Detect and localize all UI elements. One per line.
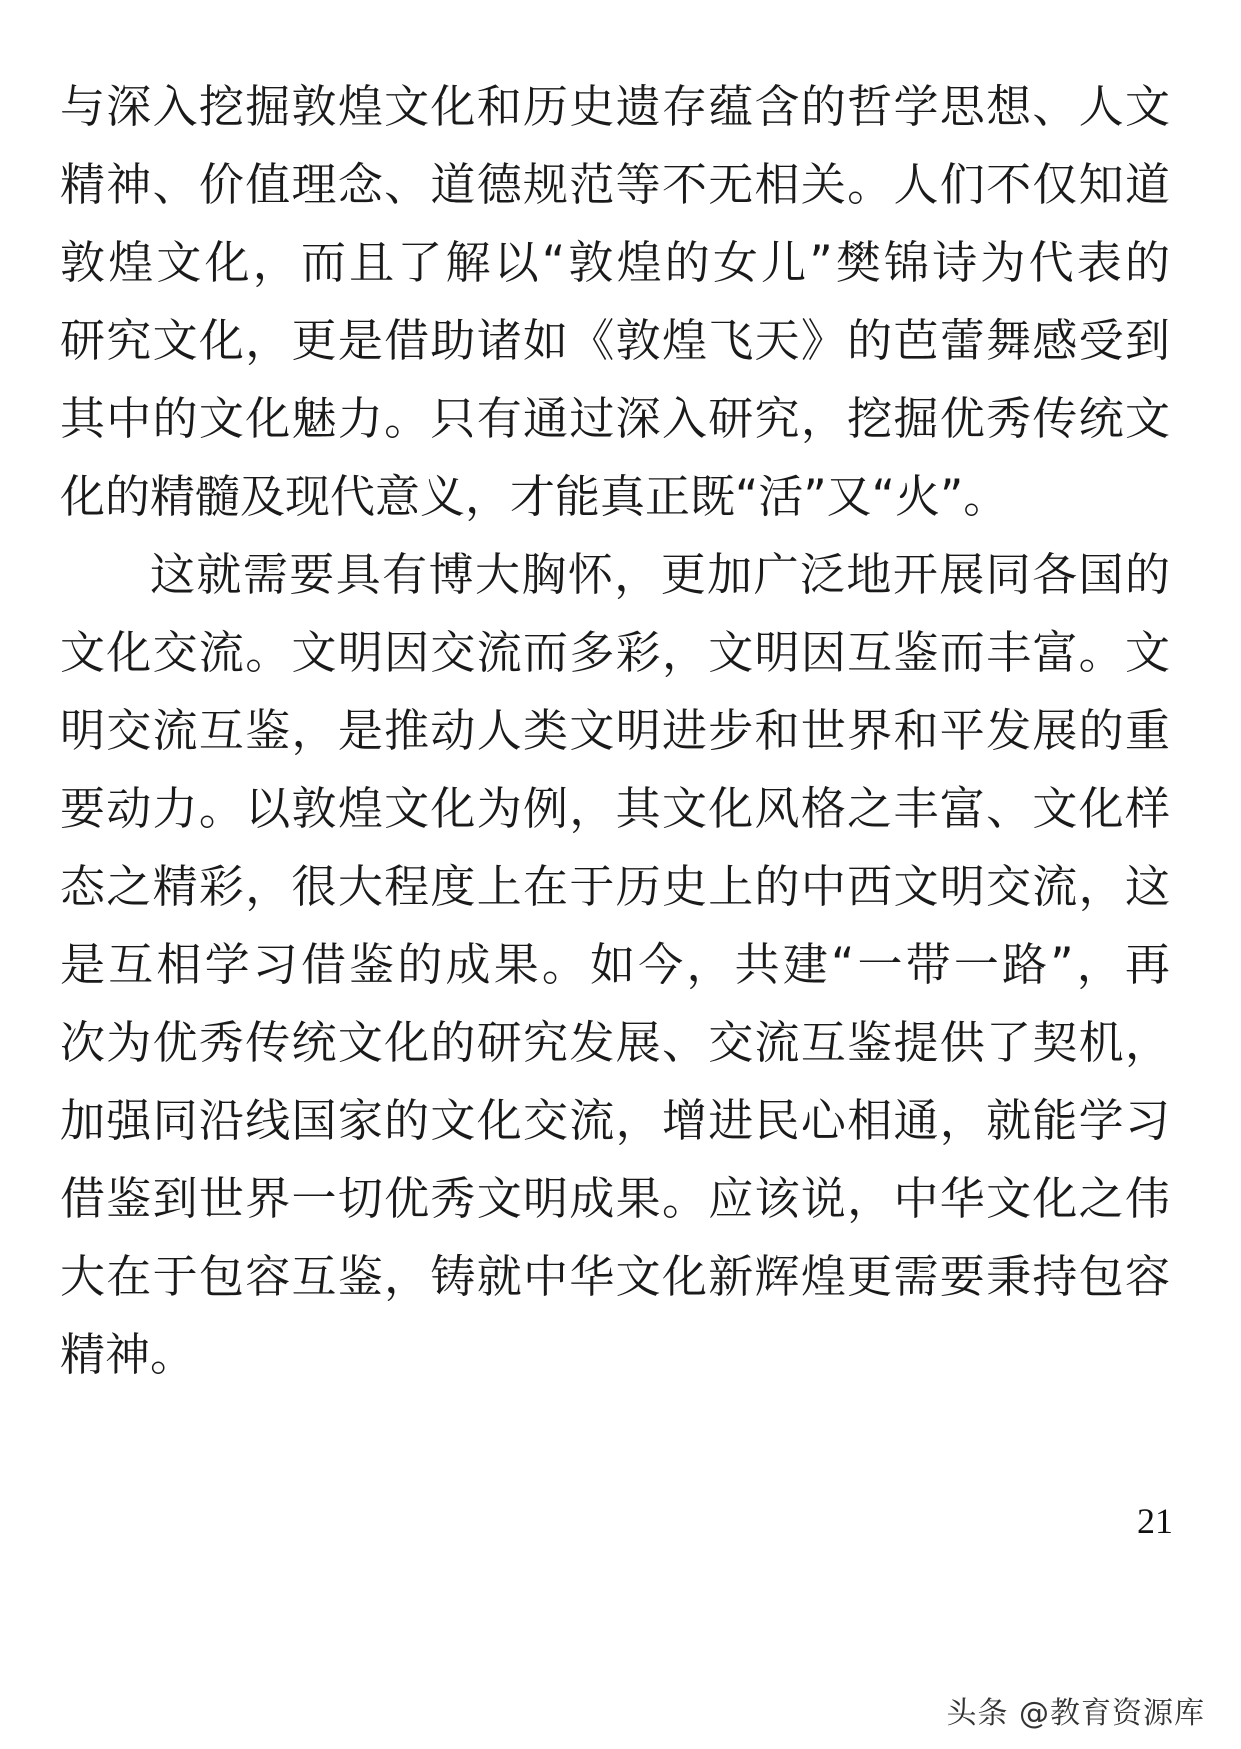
- text-line: 大在于包容互鉴，铸就中华文化新辉煌更需要秉持包容: [60, 1250, 1170, 1303]
- text-line: 要动力。以敦煌文化为例，其文化风格之丰富、文化样: [60, 782, 1170, 835]
- text-line: 是互相学习借鉴的成果。如今，共建“一带一路”，再: [60, 938, 1170, 991]
- text-line: 加强同沿线国家的文化交流，增进民心相通，就能学习: [60, 1094, 1170, 1147]
- text-line: 化的精髓及现代意义，才能真正既“活”又“火”。: [60, 470, 1009, 523]
- text-line: 精神。: [60, 1328, 196, 1381]
- text-line: 次为优秀传统文化的研究发展、交流互鉴提供了契机，: [60, 1016, 1170, 1069]
- watermark: 头条 @教育资源库: [946, 1696, 1205, 1731]
- text-line: 研究文化，更是借助诸如《敦煌飞天》的芭蕾舞感受到: [60, 314, 1170, 367]
- text-line: 精神、价值理念、道德规范等不无相关。人们不仅知道: [60, 158, 1170, 211]
- text-line: 与深入挖掘敦煌文化和历史遗存蕴含的哲学思想、人文: [60, 80, 1170, 133]
- text-line: 态之精彩，很大程度上在于历史上的中西文明交流，这: [60, 860, 1170, 913]
- text-line: 这就需要具有博大胸怀，更加广泛地开展同各国的: [150, 548, 1170, 601]
- text-line: 其中的文化魅力。只有通过深入研究，挖掘优秀传统文: [60, 392, 1170, 445]
- text-line: 明交流互鉴，是推动人类文明进步和世界和平发展的重: [60, 704, 1170, 757]
- page-number: 21: [1137, 1501, 1173, 1541]
- text-line: 借鉴到世界一切优秀文明成果。应该说，中华文化之伟: [60, 1172, 1170, 1225]
- body-text: [60, 68, 1170, 1394]
- text-line: 文化交流。文明因交流而多彩，文明因互鉴而丰富。文: [60, 626, 1170, 679]
- text-line: 敦煌文化，而且了解以“敦煌的女儿”樊锦诗为代表的: [60, 236, 1170, 289]
